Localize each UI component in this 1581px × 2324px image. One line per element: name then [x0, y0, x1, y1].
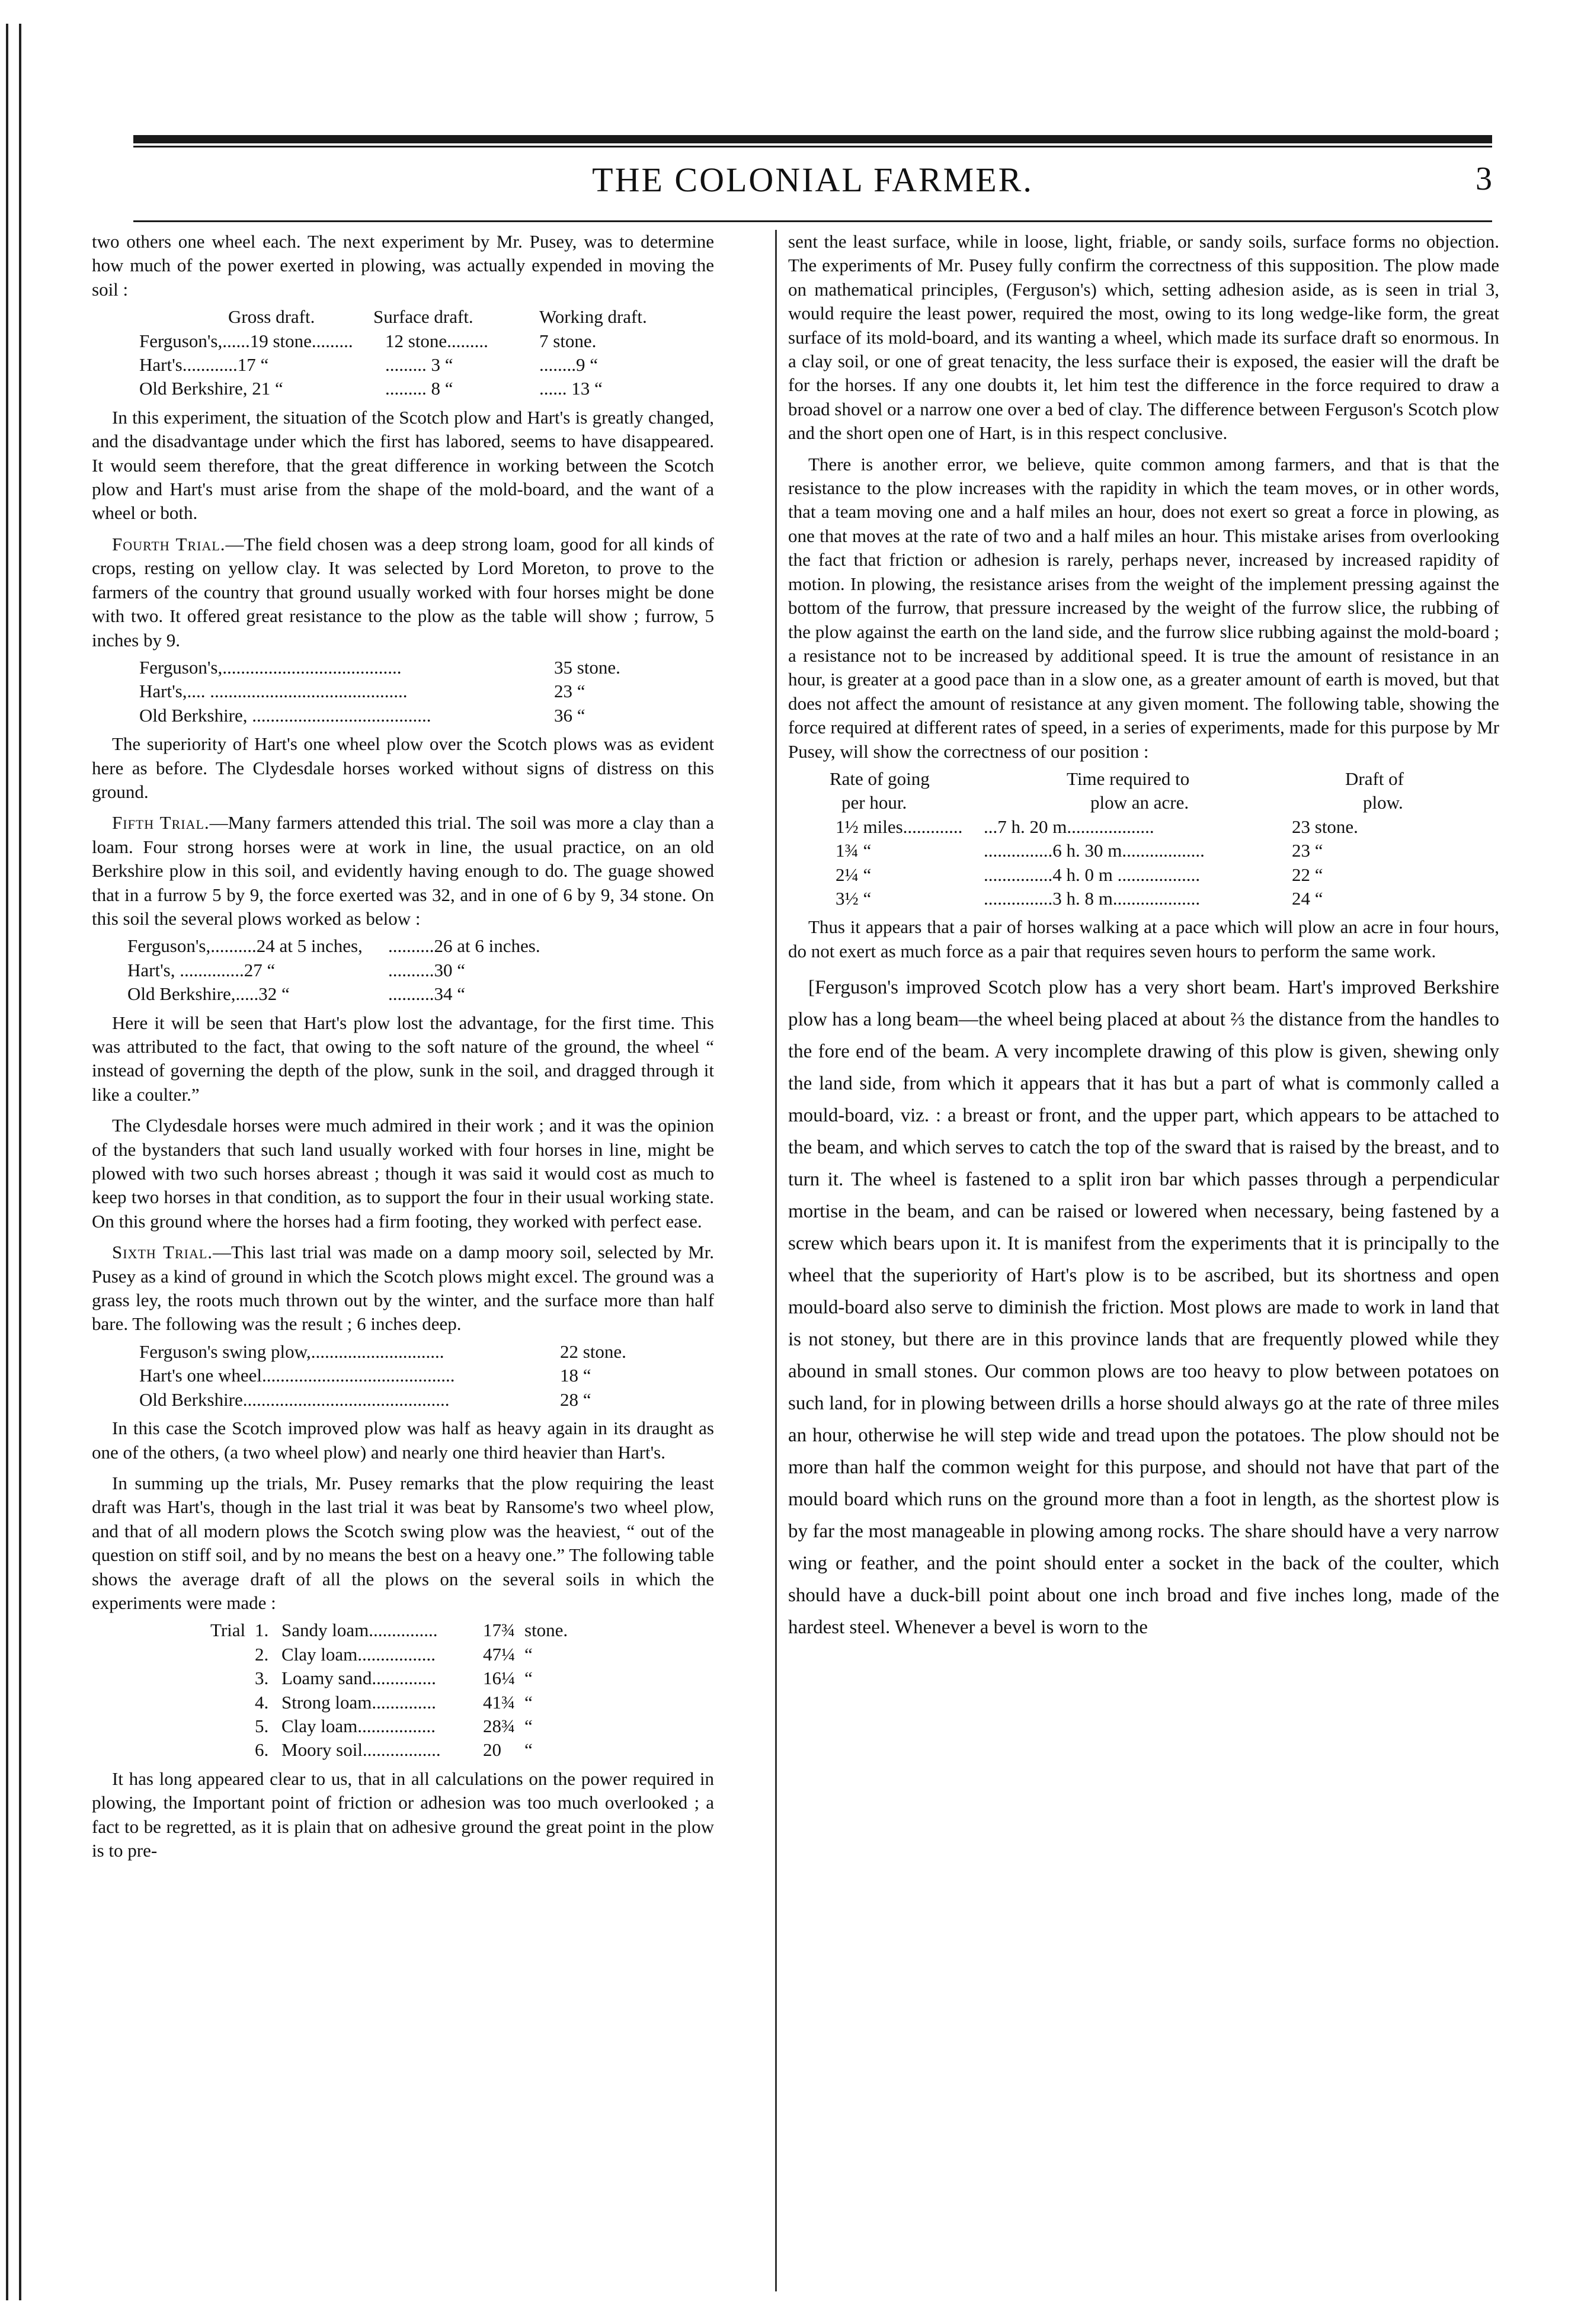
- table-cell: Ferguson's,..........24 at 5 inches,: [127, 935, 363, 957]
- table-header: [92, 305, 714, 329]
- table-cell: 18 “: [560, 1365, 591, 1386]
- table-cell: 6.: [255, 1739, 269, 1761]
- paragraph-text: —The field chosen was a deep strong loam, good for all kinds of crops, resting on yellow clay. It was selected by Lord Moreton, to prove to the farmers of the country that ground usually worked with four horses might be done with two. It offered great resistance to the plow as the table will show ; furrow, 5 inches by 9.: [92, 533, 714, 650]
- draft-table-trial-6: [92, 1340, 714, 1412]
- table-cell: “: [524, 1668, 533, 1689]
- section-heading: Fifth Trial.: [112, 812, 210, 834]
- table-row: [139, 704, 714, 727]
- table-cell: 35 stone.: [554, 656, 620, 678]
- table-cell: 22 “: [1292, 864, 1323, 885]
- paragraph: In this experiment, the situation of the Scotch plow and Hart's is greatly changed, and the disadvantage under which the first has labored, seems to have disappeared. It would seem therefore, that the great difference in working between the Scotch plow and Hart's must arise from the shape of the mold-board, and the want of a wheel or both.: [92, 406, 714, 524]
- table-cell: 28¾: [483, 1715, 516, 1736]
- table-cell: Old Berkshire,.....32 “: [127, 983, 290, 1005]
- table-cell: 3.: [255, 1668, 269, 1689]
- table-cell: Old Berkshire, 21 “: [139, 378, 283, 399]
- table-cell: ..........34 “: [388, 983, 466, 1005]
- column-divider: [775, 230, 777, 2291]
- table-cell: 1½ miles.............: [836, 816, 963, 837]
- table-cell: ...............6 h. 30 m..................: [984, 840, 1205, 861]
- table-cell: Hart's,.... ...........................................: [139, 681, 408, 702]
- table-cell: Moory soil.................: [281, 1739, 441, 1761]
- table-row: [210, 1691, 714, 1714]
- table-row: [788, 887, 1499, 911]
- table-cell: 2¼ “: [836, 864, 872, 885]
- table-cell: Strong loam..............: [281, 1691, 436, 1713]
- paragraph: Thus it appears that a pair of horses walking at a pace which will plow an acre in four hours, do not exert as much force as a pair that requires seven hours to perform the same work.: [788, 916, 1499, 961]
- table-cell: 1¾ “: [836, 840, 872, 861]
- table-row: [210, 1618, 714, 1642]
- table-cell: 24 “: [1292, 887, 1323, 909]
- table-row: [127, 982, 714, 1006]
- table-row: [92, 329, 714, 353]
- paragraph: In summing up the trials, Mr. Pusey remarks that the plow requiring the least draft was Hart's, though in the last trial it was beat by Ransome's two wheel plow, and that of all modern plows the Scotch swing plow was the heaviest, “ out of the question on stiff soil, and by no means the best on a heavy one.” The following table shows the average draft of all the plows on the several soils in which the experiments were made :: [92, 1472, 714, 1613]
- table-cell: ...... 13 “: [539, 378, 603, 399]
- column-header: per hour.: [841, 792, 907, 813]
- table-row: [210, 1738, 714, 1762]
- column-header: Surface draft.: [373, 306, 473, 328]
- table-cell: ......... 8 “: [385, 378, 453, 399]
- editorial-note: [Ferguson's improved Scotch plow has a very short beam. Hart's improved Berkshire plow has a long beam—the wheel being placed at about ⅔ the distance from the handles to the fore end of the beam. A very incomplete drawing of this plow is given, shewing only the land side, from which it appears that it has but a part of what is commonly called a mould-board, viz. : a breast or front, and the upper part, which appears to be attached to the beam, and which serves to catch the top of the sward that is raised by the breast, and to turn it. The wheel is fastened to a split iron bar which passes through a perpendicular mortise in the beam, and can be raised or lowered when necessary, being fastened by a screw which bears upon it. It is manifest from the experiments that it is principally to the wheel that the superiority of Hart's plow is to be ascribed, but its shortness and open mould-board also serve to diminish the friction. Most plows are made to work in land that is not stoney, but there are in this province lands that are frequently plowed while they abound in small stones. Our common plows are too heavy to plow between potatoes on such land, for in plowing between drills a horse should always go at the rate of three miles an hour, otherwise he will step wide and tread upon the potatoes. The plow should not be more than half the common weight for this purpose, and should not have that part of the mould board which runs on the ground more than a foot in length, as the shortest plow is by far the most manageable in plowing among rocks. The share should have a very narrow wing or feather, and the point should enter a socket in the back of the coulter, which should have a duck-bill point about one inch broad and five inches long, made of the hardest steel. Whenever a bevel is worn to the: [788, 977, 1499, 1639]
- table-cell: ...7 h. 20 m...................: [984, 816, 1154, 837]
- binding-line: [6, 24, 8, 2300]
- table-cell: 7 stone.: [539, 330, 597, 351]
- table-cell: 12 stone.........: [385, 330, 488, 351]
- paragraph-text: —Many farmers attended this trial. The soil was more a clay than a loam. Four strong horses were at work in line, the usual practice, on an old Berkshire plow in this soil, and evidently having enough to do. The guage showed that in a furrow 5 by 9, the force exerted was 32, and in one of 6 by 9, 34 stone. On this soil the several plows worked as below :: [92, 812, 714, 929]
- table-cell: “: [524, 1643, 533, 1665]
- table-cell: 47¼: [483, 1643, 516, 1665]
- section-heading: Sixth Trial.: [112, 1242, 213, 1263]
- table-cell: 3½ “: [836, 887, 872, 909]
- paragraph: two others one wheel each. The next experiment by Mr. Pusey, was to determine how much of the power exerted in plowing, was actually expended in moving the soil :: [92, 231, 714, 300]
- table-cell: Hart's............17 “: [139, 354, 269, 376]
- table-row: [139, 1340, 714, 1364]
- table-row: [788, 863, 1499, 887]
- draft-table-trial-5: [92, 934, 714, 1006]
- column-header: plow an acre.: [1090, 792, 1189, 813]
- table-row: [210, 1714, 714, 1738]
- table-cell: 4.: [255, 1691, 269, 1713]
- table-row: [788, 815, 1499, 839]
- table-cell: 20: [483, 1739, 501, 1761]
- binding-line: [19, 24, 21, 2300]
- section-heading: Fourth Trial.: [112, 533, 226, 554]
- table-cell: Hart's, ..............27 “: [127, 959, 276, 980]
- table-row: [127, 934, 714, 958]
- table-cell: 23 “: [554, 681, 585, 702]
- table-row: [127, 959, 714, 982]
- column-header: Working draft.: [539, 306, 647, 328]
- table-cell: Ferguson's swing plow,.............................: [139, 1341, 444, 1362]
- table-row: [788, 839, 1499, 863]
- table-cell: 23 stone.: [1292, 816, 1358, 837]
- table-cell: Sandy loam...............: [281, 1620, 438, 1641]
- paragraph: [92, 811, 714, 931]
- table-cell: ...............3 h. 8 m...................: [984, 887, 1201, 909]
- table-cell: Ferguson's,.......................................: [139, 656, 402, 678]
- table-cell: ........9 “: [539, 354, 599, 376]
- table-label: Trial: [210, 1620, 246, 1641]
- table-cell: 5.: [255, 1715, 269, 1736]
- paragraph: Here it will be seen that Hart's plow lost the advantage, for the first time. This was attributed to the fact, that owing to the soft nature of the ground, the wheel “ instead of governing the depth of the plow, sunk in the soil, and dragged through it like a coulter.”: [92, 1012, 714, 1105]
- table-cell: 2.: [255, 1643, 269, 1665]
- header-thin-rule: [133, 146, 1492, 148]
- table-cell: 1.: [255, 1620, 269, 1641]
- table-cell: 23 “: [1292, 840, 1323, 861]
- table-cell: 16¼: [483, 1668, 516, 1689]
- masthead-title: THE COLONIAL FARMER.: [592, 161, 1033, 199]
- table-header: [788, 767, 1499, 791]
- page-number: 3: [1476, 161, 1492, 197]
- table-cell: 28 “: [560, 1389, 591, 1410]
- paragraph: There is another error, we believe, quite common among farmers, and that is that the resistance to the plow increases with the rapidity in which the team moves, or in other words, that a team moving one and a half miles an hour, does not exert so great a force in plowing, as one that moves at the rate of two and a half miles an hour. This mistake arises from overlooking the fact that friction or adhesion is rarely, perhaps never, increased by increased rapidity of motion. In plowing, the resistance arises from the weight of the implement pressing against the bottom of the furrow, that pressure increased by the weight of the furrow slice, the rubbing of the plow against the earth on the land side, and the furrow slice rubbing against the mold-board ; a resistance not to be increased by additional speed. It is true the amount of resistance in an hour, is greater at a good pace than in a slow one, as a greater amount of earth is moved, but that does not affect the amount of resistance at any given moment. The following table, showing the force required at different rates of speed, in a series of experiments, made for this purpose by Mr Pusey, will show the correctness of our position :: [788, 453, 1499, 762]
- paragraph: The superiority of Hart's one wheel plow over the Scotch plows was as evident here as before. The Clydesdale horses worked without signs of distress on this ground.: [92, 733, 714, 802]
- paragraph: In this case the Scotch improved plow was half as heavy again in its draught as one of the others, (a two wheel plow) and nearly one third heavier than Hart's.: [92, 1418, 714, 1463]
- table-cell: 22 stone.: [560, 1341, 626, 1362]
- table-row: [92, 353, 714, 377]
- table-cell: stone.: [524, 1620, 568, 1641]
- paragraph: [92, 1240, 714, 1336]
- table-cell: Loamy sand..............: [281, 1668, 436, 1689]
- paragraph: It has long appeared clear to us, that in all calculations on the power required in plowing, the Important point of friction or adhesion was too much overlooked ; a fact to be regretted, as it is plain that on adhesive ground the great point in the plow is to pre-: [92, 1768, 714, 1861]
- paragraph-text: —This last trial was made on a damp moory soil, selected by Mr. Pusey as a kind of ground in which the Scotch plows might excel. The ground was a grass ley, the roots much thrown out by the winter, and the surface more than half bare. The following was the result ; 6 inches deep.: [92, 1242, 714, 1335]
- left-column: [92, 230, 714, 1863]
- page-header: [133, 155, 1492, 220]
- average-draft-table: [92, 1618, 714, 1762]
- paragraph: The Clydesdale horses were much admired in their work ; and it was the opinion of the bystanders that such land usually worked with four horses in line, might be plowed with two such horses abreast ; though it was said it would cost as much to keep two horses in that condition, as to support the four in their usual working state. On this ground where the horses had a firm footing, they worked with perfect ease.: [92, 1115, 714, 1232]
- column-header: Time required to: [1067, 768, 1190, 789]
- table-row: [210, 1666, 714, 1690]
- table-row: [139, 656, 714, 679]
- paragraph: sent the least surface, while in loose, light, friable, or sandy soils, surface forms no objection. The experiments of Mr. Pusey fully confirm the correctness of this supposition. The plow made on mathematical principles, (Ferguson's) which, setting adhesion aside, as is seen in trial 3, would require the least power, required the most, owing to its long wedge-like form, the great surface of its mold-board, and its wanting a wheel, which made its surface draft so enormous. In a clay soil, or one of great tenacity, the less surface their is exposed, the easier will the draft be for the horses. If any one doubts it, let him test the difference in the force required to draw a broad shovel or a narrow one over a bed of clay. The difference between Ferguson's Scotch plow and the short open one of Hart, is in this respect conclusive.: [788, 231, 1499, 444]
- column-header: Draft of: [1345, 768, 1404, 789]
- table-cell: 41¾: [483, 1691, 516, 1713]
- header-thick-rule: [133, 135, 1492, 143]
- draft-table-trial-3: [92, 305, 714, 401]
- header-bottom-rule: [133, 220, 1492, 222]
- column-header: Gross draft.: [228, 306, 315, 328]
- table-row: [139, 1388, 714, 1412]
- table-row: [139, 1364, 714, 1387]
- column-header: Rate of going: [830, 768, 930, 789]
- table-cell: ...............4 h. 0 m ..................: [984, 864, 1201, 885]
- table-cell: ..........30 “: [388, 959, 466, 980]
- table-cell: Old Berkshire, .......................................: [139, 704, 431, 726]
- table-cell: Clay loam.................: [281, 1715, 436, 1736]
- table-cell: 17¾: [483, 1620, 516, 1641]
- table-cell: “: [524, 1691, 533, 1713]
- speed-draft-table: [788, 767, 1499, 911]
- table-cell: Clay loam.................: [281, 1643, 436, 1665]
- table-cell: “: [524, 1715, 533, 1736]
- paragraph: [92, 533, 714, 652]
- table-cell: Old Berkshire.............................................: [139, 1389, 450, 1410]
- table-row: [139, 679, 714, 703]
- binding-edge: [0, 0, 36, 2324]
- right-column: [788, 230, 1499, 1643]
- table-header: [788, 791, 1499, 815]
- table-cell: “: [524, 1739, 533, 1761]
- table-cell: 36 “: [554, 704, 585, 726]
- table-cell: Ferguson's,......19 stone.........: [139, 330, 353, 351]
- table-row: [210, 1643, 714, 1666]
- table-cell: Hart's one wheel..........................................: [139, 1365, 455, 1386]
- table-cell: ......... 3 “: [385, 354, 453, 376]
- table-row: [92, 377, 714, 400]
- draft-table-trial-4: [92, 656, 714, 727]
- table-cell: ..........26 at 6 inches.: [388, 935, 540, 957]
- column-header: plow.: [1363, 792, 1403, 813]
